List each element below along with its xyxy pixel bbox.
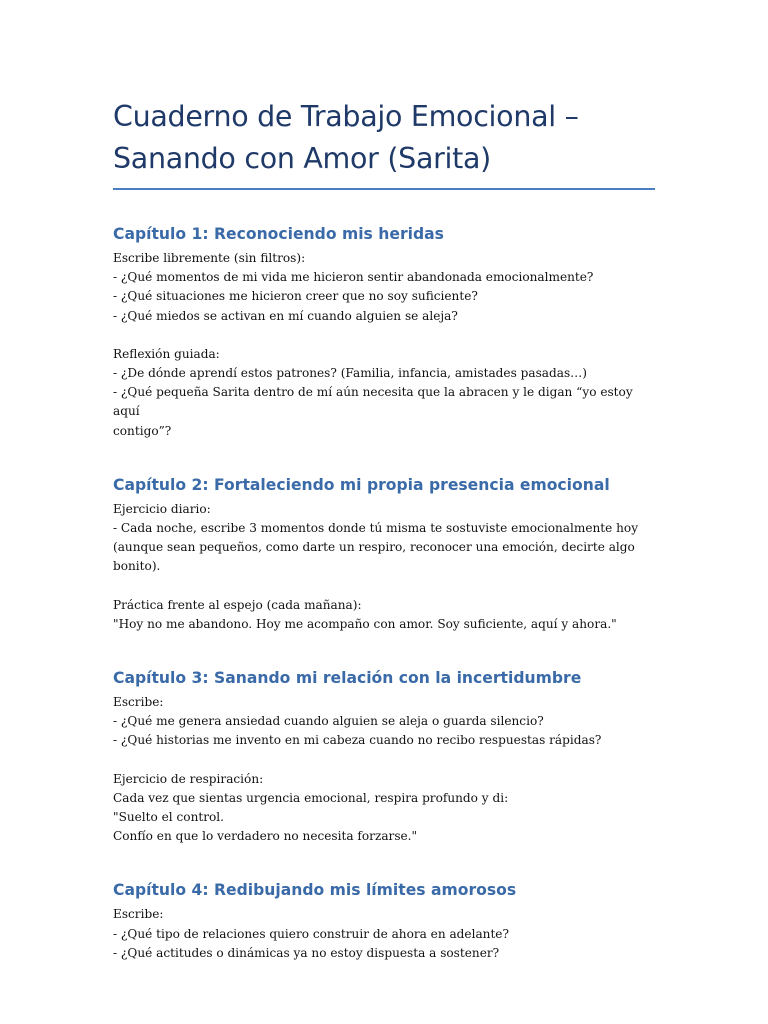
text-line: - ¿Qué momentos de mi vida me hicieron sentir abandonada emocionalmente? (113, 270, 594, 285)
text-line: - ¿Qué me genera ansiedad cuando alguien se aleja o guarda silencio? (113, 714, 544, 729)
chapter-heading: Capítulo 3: Sanando mi relación con la incertidumbre (113, 669, 582, 688)
paragraph (113, 500, 658, 577)
text-line: Confío en que lo verdadero no necesita forzarse." (113, 829, 418, 844)
title-line-1: Cuaderno de Trabajo Emocional – (113, 100, 579, 133)
paragraph (113, 905, 658, 963)
paragraph (113, 596, 658, 634)
text-line: - ¿Qué situaciones me hicieron creer que no soy suficiente? (113, 289, 478, 304)
chapter-1 (113, 224, 658, 441)
text-line: Reflexión guiada: (113, 346, 220, 361)
text-line: contigo”? (113, 423, 172, 438)
text-line: Cada vez que sientas urgencia emocional, respira profundo y di: (113, 790, 509, 805)
text-line: Escribe: (113, 695, 164, 710)
text-line: - ¿De dónde aprendí estos patrones? (Familia, infancia, amistades pasadas…) (113, 366, 587, 381)
text-line: "Hoy no me abandono. Hoy me acompaño con amor. Soy suficiente, aquí y ahora." (113, 616, 617, 631)
chapter-2 (113, 475, 658, 634)
text-line: Escribe: (113, 907, 164, 922)
text-line: Ejercicio de respiración: (113, 771, 264, 786)
text-line: - ¿Qué miedos se activan en mí cuando alguien se aleja? (113, 308, 458, 323)
chapter-heading: Capítulo 2: Fortaleciendo mi propia presencia emocional (113, 475, 610, 494)
text-line: Ejercicio diario: (113, 501, 211, 516)
chapter-3 (113, 668, 658, 846)
chapter-heading: Capítulo 1: Reconociendo mis heridas (113, 225, 444, 243)
text-line: Práctica frente al espejo (cada mañana): (113, 597, 362, 612)
chapters-container (113, 224, 658, 963)
text-line: - ¿Qué pequeña Sarita dentro de mí aún necesita que la abracen y le digan “yo estoy aquí (113, 385, 637, 419)
text-line: - ¿Qué tipo de relaciones quiero construir de ahora en adelante? (113, 926, 509, 941)
text-line: - ¿Qué actitudes o dinámicas ya no estoy dispuesta a sostener? (113, 945, 500, 960)
text-line: "Suelto el control. (113, 810, 224, 825)
text-line: Escribe libremente (sin filtros): (113, 251, 306, 265)
text-line: bonito). (113, 559, 161, 574)
paragraph (113, 693, 658, 751)
document-page (113, 96, 658, 963)
text-line: (aunque sean pequeños, como darte un respiro, reconocer una emoción, decirte algo (113, 540, 635, 555)
paragraph (113, 249, 658, 326)
paragraph (113, 345, 658, 441)
title-underline (113, 188, 655, 190)
text-line: - Cada noche, escribe 3 momentos donde tú misma te sostuviste emocionalmente hoy (113, 521, 639, 536)
paragraph (113, 770, 658, 847)
title-line-2: Sanando con Amor (Sarita) (113, 142, 492, 175)
text-line: - ¿Qué historias me invento en mi cabeza cuando no recibo respuestas rápidas? (113, 733, 602, 748)
chapter-heading: Capítulo 4: Redibujando mis límites amorosos (113, 881, 517, 900)
document-title (113, 96, 658, 180)
chapter-4 (113, 880, 658, 963)
